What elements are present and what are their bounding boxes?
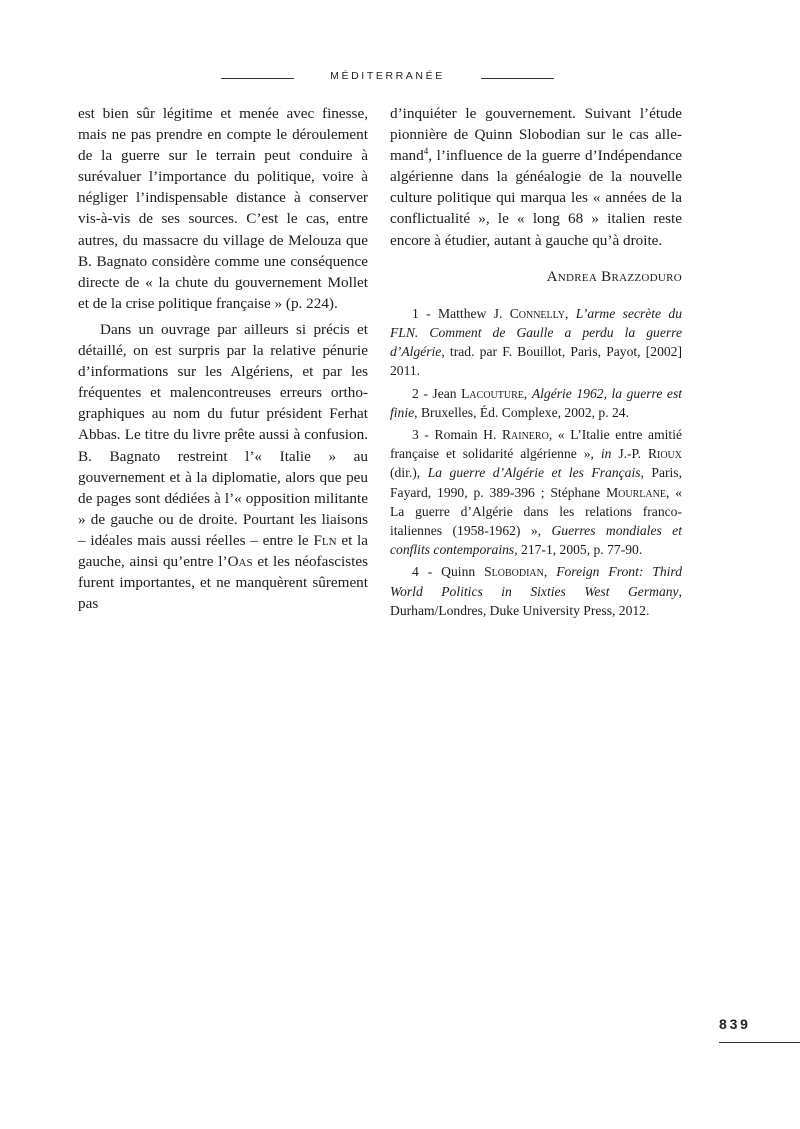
header-title: MÉDITERRANÉE xyxy=(330,70,445,82)
running-header xyxy=(0,70,800,86)
footnote-1: 1 - Matthew J. Connelly, L’arme secrète du FLN. Comment de Gaulle a perdu la guerre d’Algérie, trad. par F. Bouillot, Paris, Payot, [2002] 2011. xyxy=(390,305,683,379)
review-author: Andrea Brazzoduro xyxy=(546,268,682,285)
page-number-rule xyxy=(719,1042,800,1043)
footnote-2-title: Algérie 1962, la guerre est finie xyxy=(390,385,683,420)
footnote-1-title: L’arme secrète du FLN. Comment de Gaulle a perdu la guerre d’Algérie xyxy=(390,305,683,360)
footnote-4-title: Foreign Front: Third World Politics in Sixties West Germany xyxy=(390,564,683,599)
page-number: 839 xyxy=(719,1016,751,1032)
footnote-3: 3 - Romain H. Rainero, « L’Italie entre amitié française et solidarité algérienne », in J.-P. Rioux (dir.), La guerre d’Algérie et les Français, Paris, Fayard, 1990, p. 389-396 ; Stéphane Mourlane, « La guerre d’Algérie dans les relations franco-italiennes (1958-1962) », Guerres mondiales et conflits contemporains, 217-1, 2005, p. 77-90. xyxy=(390,426,683,558)
paragraph-3: d’inquiéter le gouvernement. Suivant l’étude pionnière de Quinn Slobodian sur le cas allemand$^4$, l’influence de la guerre d’Indépendance algérienne dans la généalogie de la nouvelle culture politique qui marqua les « années de la conflictualité », le « long 68 » italien reste encore à étudier, autant à gauche qu’à droite. xyxy=(390,105,682,249)
footnote-4: 4 - Quinn Slobodian, Foreign Front: Third World Politics in Sixties West Germany, Durham/Londres, Duke University Press, 2012. xyxy=(390,564,683,618)
footnote-2: 2 - Jean Lacouture, Algérie 1962, la guerre est finie, Bruxelles, Éd. Complexe, 2002, p. 24. xyxy=(390,385,683,420)
paragraph-2: Dans un ouvrage par ailleurs si précis et détaillé, on est surpris par la relative pénurie d’informations sur les Algériens, et par les fréquentes et malencontreuses erreurs orthographiques au nom du futur président Ferhat Abbas. Le titre du livre prête aussi à confusion. B. Bagnato restreint l’« Italie » au gouvernement et à la diplomatie, alors que peu de pages sont dédiées à l’« opposition militante » de gauche ou de droite. Pourtant les liaisons – idéales mais aussi réelles – entre le Fln et la gauche, ainsi qu’entre l’Oas et les néofascistes furent importantes, et ne manquèrent sûrement pas xyxy=(78,320,369,613)
paragraph-1: est bien sûr légitime et menée avec finesse, mais ne pas prendre en compte le déroulement de la guerre sur le terrain peut conduire à surévaluer l’importance du politique, voire à négliger l’indispensable distance à conserver vis-à-vis de ses sources. C’est le cas, entre autres, du massacre du village de Melouza que B. Bagnato considère comme une conséquence directe de « la chute du gouvernement Mollet et de la crise politique française » (p. 224). xyxy=(78,105,368,312)
footnotes xyxy=(390,304,682,620)
footnote-ref-4: 4 xyxy=(423,146,429,157)
acronym-oas: Oas xyxy=(227,552,253,570)
footnote-3-title-2: Guerres mondiales et conflits contemporains xyxy=(390,522,682,558)
header-rule-left xyxy=(221,78,294,79)
footnote-3-title: La guerre d’Algérie et les Français xyxy=(427,465,641,481)
header-rule-right xyxy=(481,78,554,79)
right-column xyxy=(390,103,682,620)
acronym-fln: Fln xyxy=(313,531,337,549)
left-column xyxy=(78,103,368,614)
